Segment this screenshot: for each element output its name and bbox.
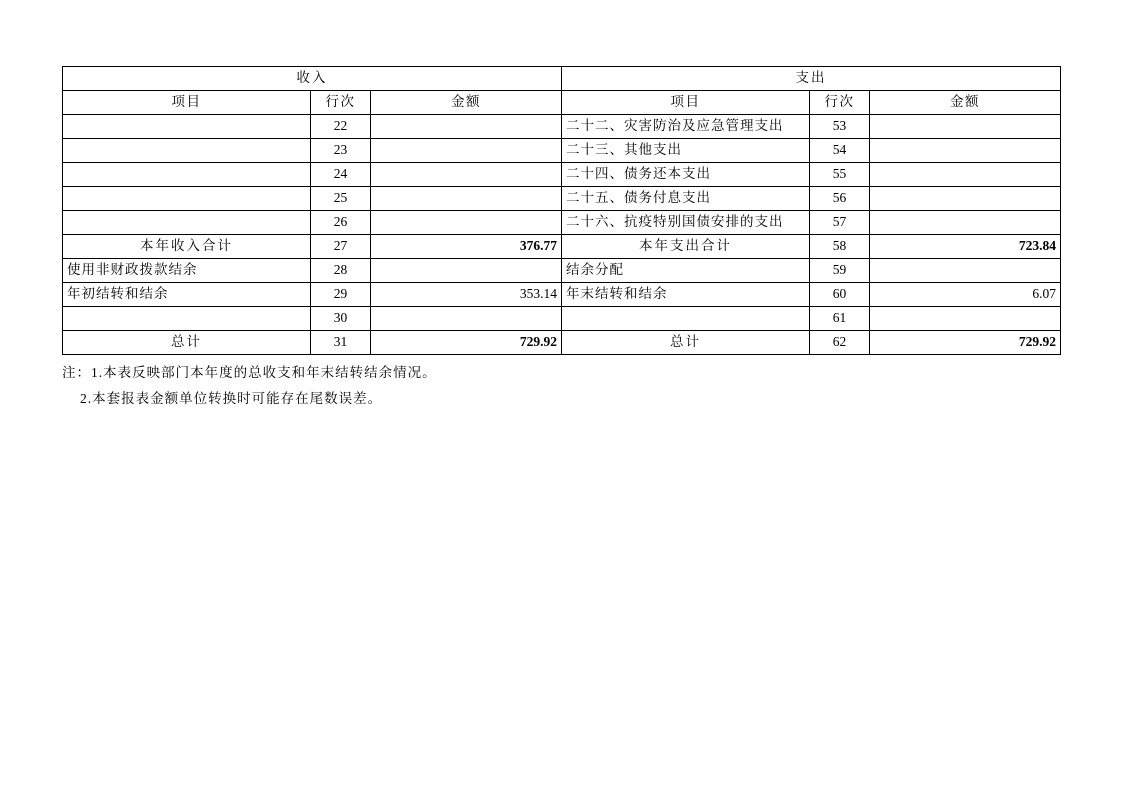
income-row-number: 26 xyxy=(311,211,371,235)
income-item: 总计 xyxy=(63,331,311,355)
income-row-number: 23 xyxy=(311,139,371,163)
income-row-number: 31 xyxy=(311,331,371,355)
table-row xyxy=(63,307,1061,331)
expenditure-row-number: 58 xyxy=(810,235,870,259)
income-amount xyxy=(371,115,562,139)
table-group-header-row xyxy=(63,67,1061,91)
expenditure-row-number: 62 xyxy=(810,331,870,355)
expenditure-row-number: 60 xyxy=(810,283,870,307)
income-item xyxy=(63,139,311,163)
expenditure-item: 年末结转和结余 xyxy=(562,283,810,307)
expenditure-item xyxy=(562,307,810,331)
table-row xyxy=(63,187,1061,211)
income-item xyxy=(63,187,311,211)
income-row-number: 27 xyxy=(311,235,371,259)
expenditure-item: 二十五、债务付息支出 xyxy=(562,187,810,211)
note-line-2: 2.本套报表金额单位转换时可能存在尾数误差。 xyxy=(80,390,383,406)
expenditure-amount xyxy=(870,139,1061,163)
income-item xyxy=(63,211,311,235)
expenditure-amount xyxy=(870,307,1061,331)
income-amount: 353.14 xyxy=(371,283,562,307)
expenditure-amount xyxy=(870,187,1061,211)
expenditure-item: 二十四、债务还本支出 xyxy=(562,163,810,187)
income-row-number: 25 xyxy=(311,187,371,211)
income-row-number: 24 xyxy=(311,163,371,187)
expenditure-row-number: 55 xyxy=(810,163,870,187)
expenditure-item: 总计 xyxy=(562,331,810,355)
table-row xyxy=(63,139,1061,163)
expenditure-row-number: 53 xyxy=(810,115,870,139)
expenditure-amount: 723.84 xyxy=(870,235,1061,259)
income-item: 本年收入合计 xyxy=(63,235,311,259)
table-row xyxy=(63,283,1061,307)
column-header-exp-item: 项目 xyxy=(562,91,810,115)
table-row-total-current-year xyxy=(63,235,1061,259)
expenditure-amount xyxy=(870,211,1061,235)
table-notes xyxy=(62,360,962,411)
income-item: 使用非财政拨款结余 xyxy=(63,259,311,283)
expenditure-item: 二十三、其他支出 xyxy=(562,139,810,163)
income-amount xyxy=(371,139,562,163)
income-amount xyxy=(371,307,562,331)
income-row-number: 29 xyxy=(311,283,371,307)
expenditure-item: 结余分配 xyxy=(562,259,810,283)
group-header-income: 收入 xyxy=(63,67,562,91)
table-row xyxy=(63,211,1061,235)
expenditure-row-number: 61 xyxy=(810,307,870,331)
income-item xyxy=(63,307,311,331)
expenditure-amount xyxy=(870,115,1061,139)
expenditure-item: 二十六、抗疫特别国债安排的支出 xyxy=(562,211,810,235)
expenditure-row-number: 54 xyxy=(810,139,870,163)
income-item xyxy=(63,163,311,187)
expenditure-item: 二十二、灾害防治及应急管理支出 xyxy=(562,115,810,139)
table-row-grand-total xyxy=(63,331,1061,355)
income-amount: 376.77 xyxy=(371,235,562,259)
income-amount xyxy=(371,211,562,235)
income-amount: 729.92 xyxy=(371,331,562,355)
expenditure-row-number: 56 xyxy=(810,187,870,211)
group-header-expenditure: 支出 xyxy=(562,67,1061,91)
income-item xyxy=(63,115,311,139)
expenditure-amount: 729.92 xyxy=(870,331,1061,355)
budget-summary-table xyxy=(62,66,1061,355)
table-row xyxy=(63,163,1061,187)
income-amount xyxy=(371,259,562,283)
table-column-header-row xyxy=(63,91,1061,115)
expenditure-amount xyxy=(870,163,1061,187)
column-header-exp-amount: 金额 xyxy=(870,91,1061,115)
income-row-number: 30 xyxy=(311,307,371,331)
income-amount xyxy=(371,163,562,187)
expenditure-amount: 6.07 xyxy=(870,283,1061,307)
expenditure-amount xyxy=(870,259,1061,283)
table-row xyxy=(63,259,1061,283)
income-item: 年初结转和结余 xyxy=(63,283,311,307)
expenditure-row-number: 59 xyxy=(810,259,870,283)
expenditure-item: 本年支出合计 xyxy=(562,235,810,259)
table-body xyxy=(63,67,1061,355)
column-header-income-item: 项目 xyxy=(63,91,311,115)
column-header-income-row: 行次 xyxy=(311,91,371,115)
income-amount xyxy=(371,187,562,211)
column-header-income-amount: 金额 xyxy=(371,91,562,115)
column-header-exp-row: 行次 xyxy=(810,91,870,115)
income-row-number: 28 xyxy=(311,259,371,283)
note-line-1: 注：1.本表反映部门本年度的总收支和年末结转结余情况。 xyxy=(62,365,437,380)
income-row-number: 22 xyxy=(311,115,371,139)
table-row xyxy=(63,115,1061,139)
expenditure-row-number: 57 xyxy=(810,211,870,235)
